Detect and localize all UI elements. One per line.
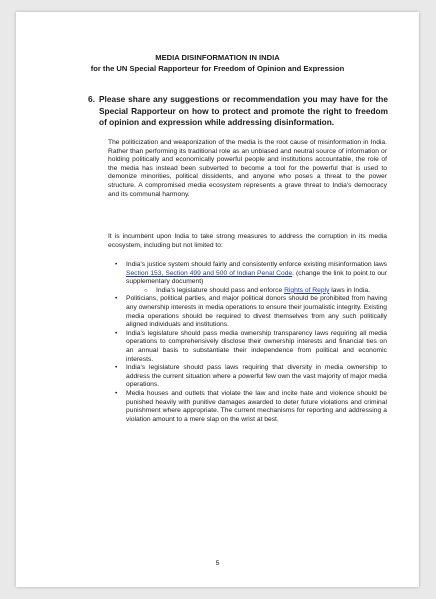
question-number: 6. [88, 94, 95, 104]
bullet-icon: • [115, 295, 118, 303]
paragraph-1: The politicization and weaponization of the media is the root cause of misinformation in India. Rather than performing its traditional role as an unbiased and neutral source of information or holding politically and economically powerful people and institutions accountable, the role of the media has instead been subverted to become a tool for the powerful that is used to demonize minorities, political dissidents, and anyone who poses a threat to the power structure. A compromised media ecosystem represents a grave threat to India's democracy and its communal harmony. [108, 139, 387, 198]
bullet-1-text-post: . (change the link to point to our supplementary document) [126, 269, 387, 286]
ipc-sections-link[interactable]: Section 153, Section 499 and 500 of Indian Penal Code [126, 269, 293, 277]
recommendation-list [108, 261, 387, 424]
bullet-icon: • [115, 364, 118, 372]
page-number: 5 [215, 560, 220, 567]
sub-item-text-post: laws in India. [329, 286, 370, 294]
bullet-5-text: Media houses and outlets that violate the law and incite hate and violence should be punished heavily with punitive damages awarded to deter future violations and criminal punishment where appropriate. The current mechanisms for reporting and addressing a violation amount to a mere slap on the wrist at best. [126, 389, 387, 423]
document-page [16, 12, 419, 587]
sub-list-item [142, 287, 387, 296]
sub-item-text: India's legislature should pass and enforce [156, 286, 285, 294]
paragraph-2: It is incumbent upon India to take strong measures to address the corruption in its media ecosystem, including but not limited to: [108, 233, 387, 249]
sub-list [126, 287, 387, 296]
list-item [108, 330, 387, 364]
list-item [108, 390, 387, 424]
sub-bullet-icon: ○ [144, 287, 148, 294]
list-item [108, 295, 387, 329]
title-line-2: for the UN Special Rapporteur for Freedom of Opinion and Expression [90, 64, 345, 73]
rights-of-reply-link[interactable]: Rights of Reply [284, 286, 330, 294]
bullet-2-text: Politicians, political parties, and major political donors should be prohibited from having any ownership interests in media operations to ensure their journalistic integrity. Existing media operations should be required to divest themselves from any such politically aligned individuals and institutions. [126, 295, 387, 329]
document-title [16, 52, 419, 74]
question-text: Please share any suggestions or recommendation you may have for the Special Rapporteur on how to protect and promote the right to freedom of opinion and expression while addressing disinformation. [99, 94, 388, 128]
question-heading [88, 94, 388, 129]
title-line-1: MEDIA DISINFORMATION IN INDIA [155, 53, 280, 62]
bullet-icon: • [115, 389, 118, 397]
bullet-1-text: India's justice system should fairly and consistently enforce existing misinformation laws [126, 261, 387, 268]
bullet-3-text: India's legislature should pass media ownership transparency laws requiring all media operations to comprehensively disclose their ownership interests and financial ties on an annual basis to substantiate their independence from political and economic interests. [126, 329, 387, 363]
bullet-icon: • [115, 261, 118, 268]
list-item [108, 261, 387, 295]
bullet-4-text: India's legislature should pass laws requiring that diversity in media ownership to address the current situation where a powerful few own the vast majority of major media operations. [126, 364, 387, 389]
bullet-icon: • [115, 329, 118, 337]
list-item [108, 364, 387, 390]
